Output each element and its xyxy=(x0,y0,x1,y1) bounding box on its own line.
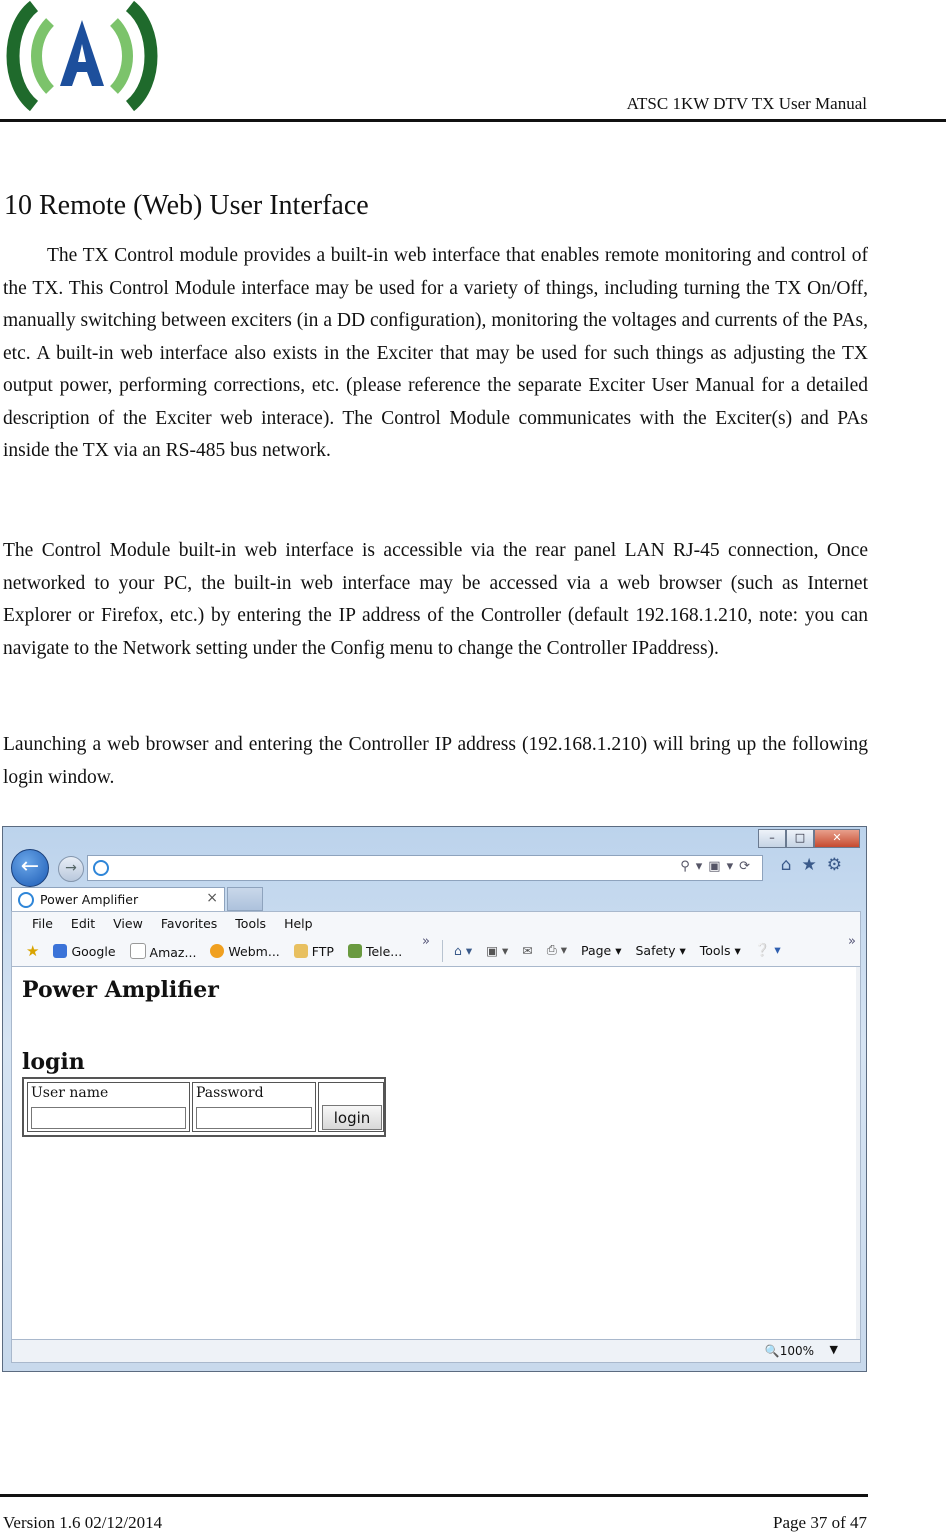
login-button-cell xyxy=(318,1082,384,1132)
username-label: User name xyxy=(31,1085,109,1101)
footer-page-number: Page 37 of 47 xyxy=(773,1513,867,1532)
close-window-icon[interactable]: ✕ xyxy=(814,829,860,848)
maximize-icon[interactable]: □ xyxy=(786,829,814,848)
fav-amazon[interactable] xyxy=(130,943,197,960)
logo-outer-left-arc xyxy=(13,6,34,106)
page-menu[interactable]: Page ▾ xyxy=(580,942,622,958)
intro-paragraph: The TX Control module provides a built-in web interface that enables remote monitoring and control of the TX. This Control Module interface may be used for a variety of things, including turning the TX On/Off, manually switching between exciters (in a DD configuration), monitoring the voltages and currents of the PAs, etc. A built-in web interface also exists in the Exciter that may be used for such things as adjusting the TX output power, performing corrections, etc. (please reference the separate Exciter User Manual for a detailed description of the Exciter web interace). The Control Module communicates with the Exciter(s) and PAs inside the TX via an RS-485 bus network. xyxy=(3,245,868,461)
amazon-icon xyxy=(130,943,146,959)
browser-screenshot xyxy=(2,826,867,1372)
command-overflow-icon[interactable]: » xyxy=(848,934,856,949)
page-title: Power Amplifier xyxy=(22,977,219,1003)
feeds-icon[interactable]: ▣ ▾ xyxy=(486,942,509,958)
ie-tab-icon xyxy=(18,892,34,908)
tools-menu-label: Tools xyxy=(699,942,731,958)
toolbar-separator xyxy=(442,940,443,962)
logo-inner-left-arc xyxy=(37,22,51,90)
password-cell xyxy=(192,1082,316,1132)
footer-version: Version 1.6 02/12/2014 xyxy=(3,1513,163,1532)
google-icon xyxy=(53,944,67,958)
logo-letter-a xyxy=(60,20,104,86)
fav-ftp[interactable] xyxy=(294,944,334,959)
help-icon[interactable]: ❔ ▾ xyxy=(754,942,781,957)
fav-amazon-label: Amaz... xyxy=(149,944,197,960)
access-paragraph: The Control Module built-in web interface is accessible via the rear panel LAN RJ-45 connection, Once networked to your PC, the built-in web interface may be accessed via a web browser (such as Internet Explorer or Firefox, etc.) by entering the IP address of the Controller (default 192.168.1.210, note: you can navigate to the Network setting under the Config menu to change the Controller IPaddress). xyxy=(3,540,868,659)
login-heading: login xyxy=(22,1049,85,1075)
menu-help[interactable]: Help xyxy=(284,916,313,931)
status-bar xyxy=(11,1339,861,1363)
footer-rule xyxy=(0,1494,868,1497)
favorites-star-icon[interactable]: ★ xyxy=(26,942,40,960)
ie-page-icon xyxy=(93,860,109,876)
page-menu-label: Page xyxy=(580,942,612,958)
login-form xyxy=(22,1077,386,1137)
favorites-bar xyxy=(26,942,402,960)
address-bar[interactable] xyxy=(87,855,763,881)
browser-toolbars xyxy=(11,911,861,967)
launch-paragraph: Launching a web browser and entering the Controller IP address (192.168.1.210) will bring up the following login window. xyxy=(3,734,868,788)
menu-file[interactable]: File xyxy=(32,916,53,931)
fav-webm-label: Webm... xyxy=(228,943,280,959)
safety-menu[interactable]: Safety ▾ xyxy=(635,942,686,958)
address-bar-icons[interactable]: ⚲▾▣▾⟳ xyxy=(680,859,756,874)
mail-icon[interactable]: ✉ xyxy=(522,942,533,958)
menu-bar xyxy=(32,916,313,931)
command-bar xyxy=(454,942,781,958)
fav-tele-label: Tele... xyxy=(365,943,403,959)
fav-google-label: Google xyxy=(71,943,116,959)
safety-menu-label: Safety xyxy=(635,942,676,958)
header-title: ATSC 1KW DTV TX User Manual xyxy=(626,94,867,113)
window-controls xyxy=(758,829,860,848)
webm-icon xyxy=(210,944,224,958)
section-title: 10 Remote (Web) User Interface xyxy=(4,190,369,221)
zoom-value: 100% xyxy=(779,1344,814,1358)
ftp-icon xyxy=(294,944,308,958)
forward-arrow-icon[interactable]: → xyxy=(58,856,84,882)
tab-strip xyxy=(11,887,861,911)
fav-google[interactable] xyxy=(53,944,115,959)
print-icon[interactable]: ⎙ ▾ xyxy=(546,942,567,957)
tab-close-icon[interactable]: × xyxy=(206,890,218,906)
menu-tools[interactable]: Tools xyxy=(235,916,267,931)
menu-favorites[interactable]: Favorites xyxy=(160,916,218,931)
tools-menu[interactable]: Tools ▾ xyxy=(699,942,741,958)
zoom-level[interactable]: 🔍100% xyxy=(764,1344,814,1358)
toolbar-right-icons[interactable]: ⌂★⚙ xyxy=(780,855,852,875)
home-icon[interactable]: ⌂ ▾ xyxy=(454,942,473,958)
zoom-dropdown-icon[interactable]: ▼ xyxy=(829,1343,838,1356)
tab-power-amplifier[interactable] xyxy=(11,887,225,911)
username-input[interactable] xyxy=(31,1107,186,1129)
header-rule xyxy=(0,119,946,122)
company-logo xyxy=(2,0,162,112)
tele-icon xyxy=(348,944,362,958)
page-scrollbar[interactable] xyxy=(856,967,860,1339)
back-arrow-icon[interactable]: ← xyxy=(11,849,49,887)
fav-webm[interactable] xyxy=(210,944,279,959)
tab-title: Power Amplifier xyxy=(40,892,139,907)
password-label: Password xyxy=(196,1085,264,1101)
logo-inner-right-arc xyxy=(114,22,128,90)
new-tab-button[interactable] xyxy=(227,887,263,911)
web-page-content xyxy=(11,967,861,1339)
password-input[interactable] xyxy=(196,1107,312,1129)
fav-tele[interactable] xyxy=(348,944,402,959)
login-button[interactable]: login xyxy=(322,1105,382,1130)
fav-ftp-label: FTP xyxy=(311,943,334,959)
menu-edit[interactable]: Edit xyxy=(70,916,96,931)
username-cell xyxy=(27,1082,190,1132)
logo-outer-right-arc xyxy=(130,6,151,106)
favorites-overflow-icon[interactable]: » xyxy=(422,934,430,949)
menu-view[interactable]: View xyxy=(113,916,143,931)
minimize-icon[interactable]: – xyxy=(758,829,786,848)
